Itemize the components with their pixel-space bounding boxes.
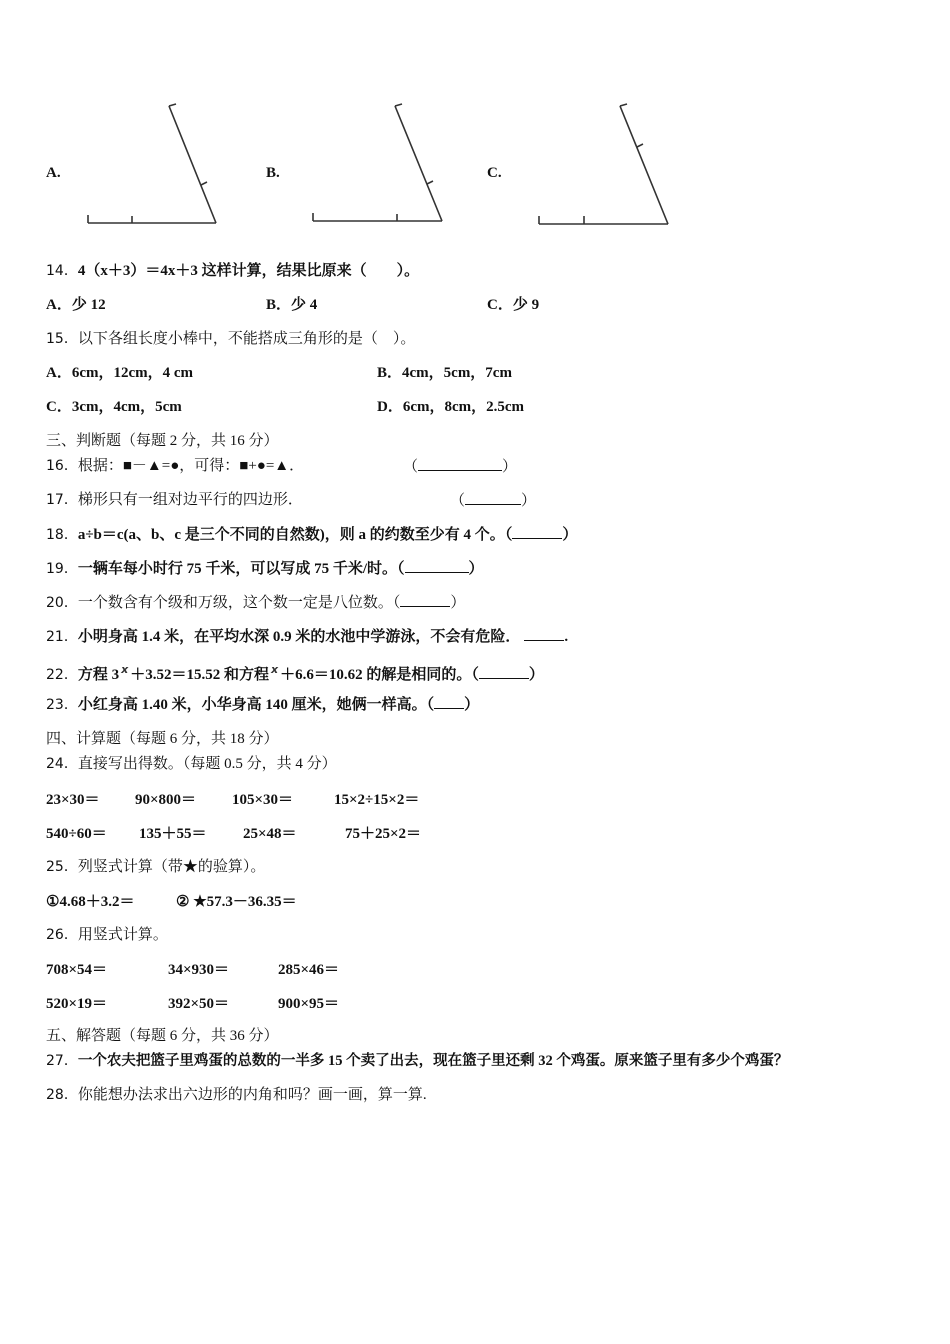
option-a[interactable]: A．6cm，12cm，4 cm [46,365,194,381]
question-stem: 列竖式计算（带★的验算）。 [77,859,266,875]
option-a[interactable]: A．少 12 [46,297,106,313]
option-c-label[interactable]: C. [487,165,502,181]
option-a-label[interactable]: A. [46,165,61,181]
paren-open: （ [397,561,405,577]
option-d[interactable]: D．6cm，8cm，2.5cm [377,399,525,415]
paren-open: （ [426,697,435,713]
expression[interactable]: 392×50＝ [168,996,230,1012]
question-text: 根据：■－▲=●，可得：■+●=▲． [77,458,305,474]
question-number: 21． [46,629,78,645]
variable-x: x [121,663,129,676]
answer-blank-17[interactable] [450,490,536,511]
expression[interactable]: 900×95＝ [278,996,340,1012]
expression[interactable]: 23×30＝ [46,792,100,808]
expression[interactable]: 708×54＝ [46,962,108,978]
period: . [564,629,569,645]
question-text: 一个农夫把篮子里鸡蛋的总数的一半多 15 个卖了出去，现在篮子里还剩 32 个鸡蛋。原来篮子里有多少个鸡蛋？ [77,1053,789,1069]
question-text: 一个数含有个级和万级，这个数一定是八位数。 [77,595,393,611]
question-text: 梯形只有一组对边平行的四边形． [77,492,303,508]
option-c[interactable]: C．3cm，4cm，5cm [46,399,182,415]
expression[interactable]: 135＋55＝ [139,826,207,842]
question-26 [46,925,168,945]
paren-open: （ [403,459,419,475]
section-title: 三、判断题（每题 2 分，共 16 分） [46,433,279,449]
question-number: 18． [46,527,78,543]
question-stem: 直接写出得数。（每题 0.5 分，共 4 分） [77,756,337,772]
question-28 [46,1085,427,1105]
blank-line[interactable] [434,694,464,709]
question-23 [46,694,479,715]
expression[interactable]: ② ★57.3－36.35＝ [176,894,297,910]
question-text-part: 方程 3 [77,667,120,683]
question-22 [46,660,544,685]
question-stem: 用竖式计算。 [77,927,168,943]
question-text: 小明身高 1.4 米，在平均水深 0.9 米的水池中学游泳，不会有危险． [77,629,521,645]
question-17 [46,490,303,510]
expression[interactable]: 25×48＝ [243,826,297,842]
variable-x: x [270,663,279,676]
expression[interactable]: 34×930＝ [168,962,230,978]
question-text-part: ＋3.52＝15.52 和方程 [130,667,269,683]
question-text: 小红身高 1.40 米，小华身高 140 厘米，她俩一样高。 [77,697,427,713]
question-text: 你能想办法求出六边形的内角和吗？画一画，算一算. [77,1087,427,1103]
expression[interactable]: 540÷60＝ [46,826,107,842]
paren-close: ） [450,595,466,611]
question-text: a÷b＝c(a、b、c 是三个不同的自然数)，则 a 的约数至少有 4 个。 [77,527,505,543]
question-number: 22． [46,667,78,683]
question-18 [46,524,577,545]
blank-line[interactable] [400,592,450,607]
option-c[interactable]: C．少 9 [487,297,540,313]
paren-open: （ [504,527,513,543]
answer-blank-16[interactable] [403,456,517,477]
paren-open: （ [450,493,466,509]
option-b[interactable]: B．4cm，5cm，7cm [377,365,512,381]
question-number: 17． [46,492,78,508]
paren-close: ） [521,493,537,509]
section-title: 四、计算题（每题 6 分，共 18 分） [46,731,279,747]
paren-close: ） [528,667,544,683]
question-number: 25． [46,859,78,875]
option-b-label[interactable]: B. [266,165,280,181]
question-number: 27． [46,1053,78,1069]
paren-close: ） [464,697,480,713]
question-text: 一辆车每小时行 75 千米，可以写成 75 千米/时。 [77,561,397,577]
blank-line[interactable] [524,626,564,641]
question-number: 24． [46,756,78,772]
question-number: 14． [46,263,78,279]
paren-close: ） [502,459,518,475]
question-text-part: ＋6.6＝10.62 的解是相同的。 [280,667,472,683]
blank-line[interactable] [418,456,502,471]
expression[interactable]: 105×30＝ [232,792,294,808]
question-25 [46,857,265,877]
question-number: 26． [46,927,78,943]
question-number: 28． [46,1087,78,1103]
question-number: 23． [46,697,78,713]
blank-line[interactable] [405,558,469,573]
blank-line[interactable] [465,490,521,505]
paren-open: （ [471,667,479,683]
question-21 [46,626,568,647]
question-24 [46,754,337,774]
expression[interactable]: 75＋25×2＝ [345,826,422,842]
expression[interactable]: 520×19＝ [46,996,108,1012]
question-number: 19． [46,561,78,577]
section-title: 五、解答题（每题 6 分，共 36 分） [46,1028,279,1044]
question-number: 15． [46,331,78,347]
expression[interactable]: 90×800＝ [135,792,197,808]
blank-line[interactable] [512,524,562,539]
expression[interactable]: ①4.68＋3.2＝ [46,894,135,910]
question-stem: 以下各组长度小棒中，不能搭成三角形的是（ ）。 [77,331,416,347]
paren-close: ） [468,561,484,577]
blank-line[interactable] [479,664,529,679]
question-16 [46,456,304,476]
question-19 [46,558,484,579]
paren-open: （ [392,595,401,611]
angle-figure-c [0,0,950,250]
question-20 [46,592,465,613]
question-27 [46,1051,788,1071]
expression[interactable]: 285×46＝ [278,962,340,978]
expression[interactable]: 15×2÷15×2＝ [334,792,420,808]
option-b[interactable]: B．少 4 [266,297,318,313]
question-number: 20． [46,595,78,611]
paren-close: ） [562,527,578,543]
question-stem: 4（x＋3）＝4x＋3 这样计算，结果比原来（ ）。 [77,263,420,279]
question-number: 16． [46,458,78,474]
